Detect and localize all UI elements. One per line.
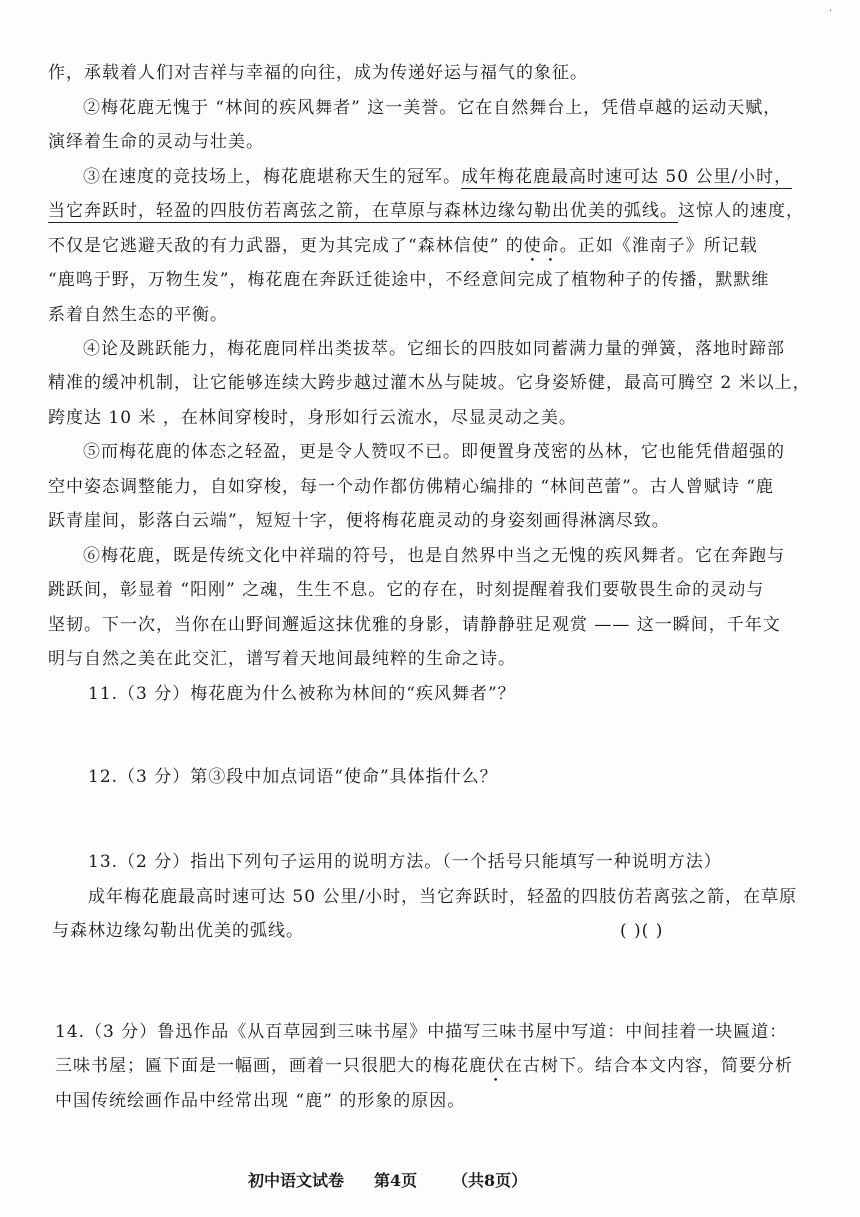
answer-blank[interactable]: ( )( ): [620, 921, 664, 941]
page-number: 第4页: [374, 1171, 418, 1190]
exam-title: 初中语文试卷: [248, 1171, 345, 1190]
question-text: 在古树下。结合本文内容，简要分析: [505, 1056, 793, 1076]
passage-text: 。正如《淮南子》所记载: [559, 236, 758, 256]
passage-line: 跳跃间，彰显着 “阳刚” 之魂，生生不息。它的存在，时刻提醒着我们要敬畏生命的灵动与: [48, 580, 765, 600]
question-12: 12.（3 分）第③段中加点词语“使命”具体指什么？: [88, 767, 498, 787]
passage-line: ④论及跳跃能力，梅花鹿同样出类拔萃。它细长的四肢如同蓄满力量的弹簧，落地时蹄部: [83, 339, 785, 359]
passage-line: “鹿鸣于野，万物生发”，梅花鹿在奔跃迁徙途中，不经意间完成了植物种子的传播，默默维: [48, 270, 770, 290]
question-14-line: 中国传统绘画作品中经常出现 “鹿” 的形象的原因。: [55, 1091, 466, 1111]
page-total: （共8页）: [452, 1171, 528, 1190]
question-14-line: [55, 1054, 860, 1086]
question-14: 14.（3 分）鲁迅作品《从百草园到三味书屋》中描写三味书屋中写道：中间挂着一块匾道：: [55, 1022, 788, 1042]
passage-line: 系着自然生态的平衡。: [48, 305, 228, 325]
question-text: 三味书屋；匾下面是一幅画，画着一只很肥大的梅花鹿: [55, 1056, 487, 1076]
underlined-sentence: 成年梅花鹿最高时速可达 50 公里/小时，: [461, 167, 793, 187]
passage-line: [83, 165, 860, 189]
passage-text: 不仅是它逃避天敌的有力武器，更为其完成了“森林信使” 的: [48, 236, 524, 256]
passage-line: 跃青崖间，影落白云端”，短短十字，便将梅花鹿灵动的身姿刻画得淋漓尽致。: [48, 511, 670, 531]
passage-line: 精准的缓冲机制，让它能够连续大跨步越过灌木丛与陡坡。它身姿矫健，最高可腾空 2 米以上，: [48, 373, 811, 393]
underlined-sentence: 当它奔跃时，轻盈的四肢仿若离弦之箭，在草原与森林边缘勾勒出优美的弧线。: [48, 201, 678, 221]
corner-mark: ·: [828, 6, 832, 17]
question-13-sentence: 成年梅花鹿最高时速可达 50 公里/小时，当它奔跃时，轻盈的四肢仿若离弦之箭，在草原: [88, 887, 798, 907]
question-13-sentence: 与森林边缘勾勒出优美的弧线。: [52, 921, 304, 941]
dotted-word: 使命: [523, 236, 560, 256]
passage-text: ③在速度的竞技场上，梅花鹿堪称天生的冠军。: [83, 167, 461, 187]
question-13: 13.（2 分）指出下列句子运用的说明方法。（一个括号只能填写一种说明方法）: [88, 852, 722, 872]
passage-line: ⑥梅花鹿，既是传统文化中祥瑞的符号，也是自然界中当之无愧的疾风舞者。它在奔跑与: [83, 546, 785, 566]
passage-line: [48, 199, 860, 223]
dotted-word: 伏: [487, 1056, 505, 1076]
passage-line: ②梅花鹿无愧于 “林间的疾风舞者” 这一美誉。它在自然舞台上，凭借卓越的运动天赋，: [83, 98, 782, 118]
passage-line: 坚韧。下一次，当你在山野间邂逅这抹优雅的身影，请静静驻足观赏 —— 这一瞬间，千年文: [48, 615, 781, 635]
question-11: 11.（3 分）梅花鹿为什么被称为林间的“疾风舞者”？: [88, 684, 516, 704]
passage-line: ⑤而梅花鹿的体态之轻盈，更是令人赞叹不已。即便置身茂密的丛林，它也能凭借超强的: [83, 442, 785, 462]
passage-line: 跨度达 10 米 ，在林间穿梭时，身形如行云流水，尽显灵动之美。: [48, 408, 577, 428]
passage-text: 这惊人的速度，: [678, 201, 804, 221]
passage-line: 演绎着生命的灵动与壮美。: [48, 132, 264, 152]
passage-line: 空中姿态调整能力，自如穿梭，每一个动作都仿佛精心编排的 “林间芭蕾”。古人曾赋诗 “鹿: [48, 477, 774, 497]
passage-line: [48, 234, 860, 266]
passage-line: 作，承载着人们对吉祥与幸福的向往，成为传递好运与福气的象征。: [48, 63, 588, 83]
passage-line: 明与自然之美在此交汇，谱写着天地间最纯粹的生命之诗。: [48, 649, 516, 669]
